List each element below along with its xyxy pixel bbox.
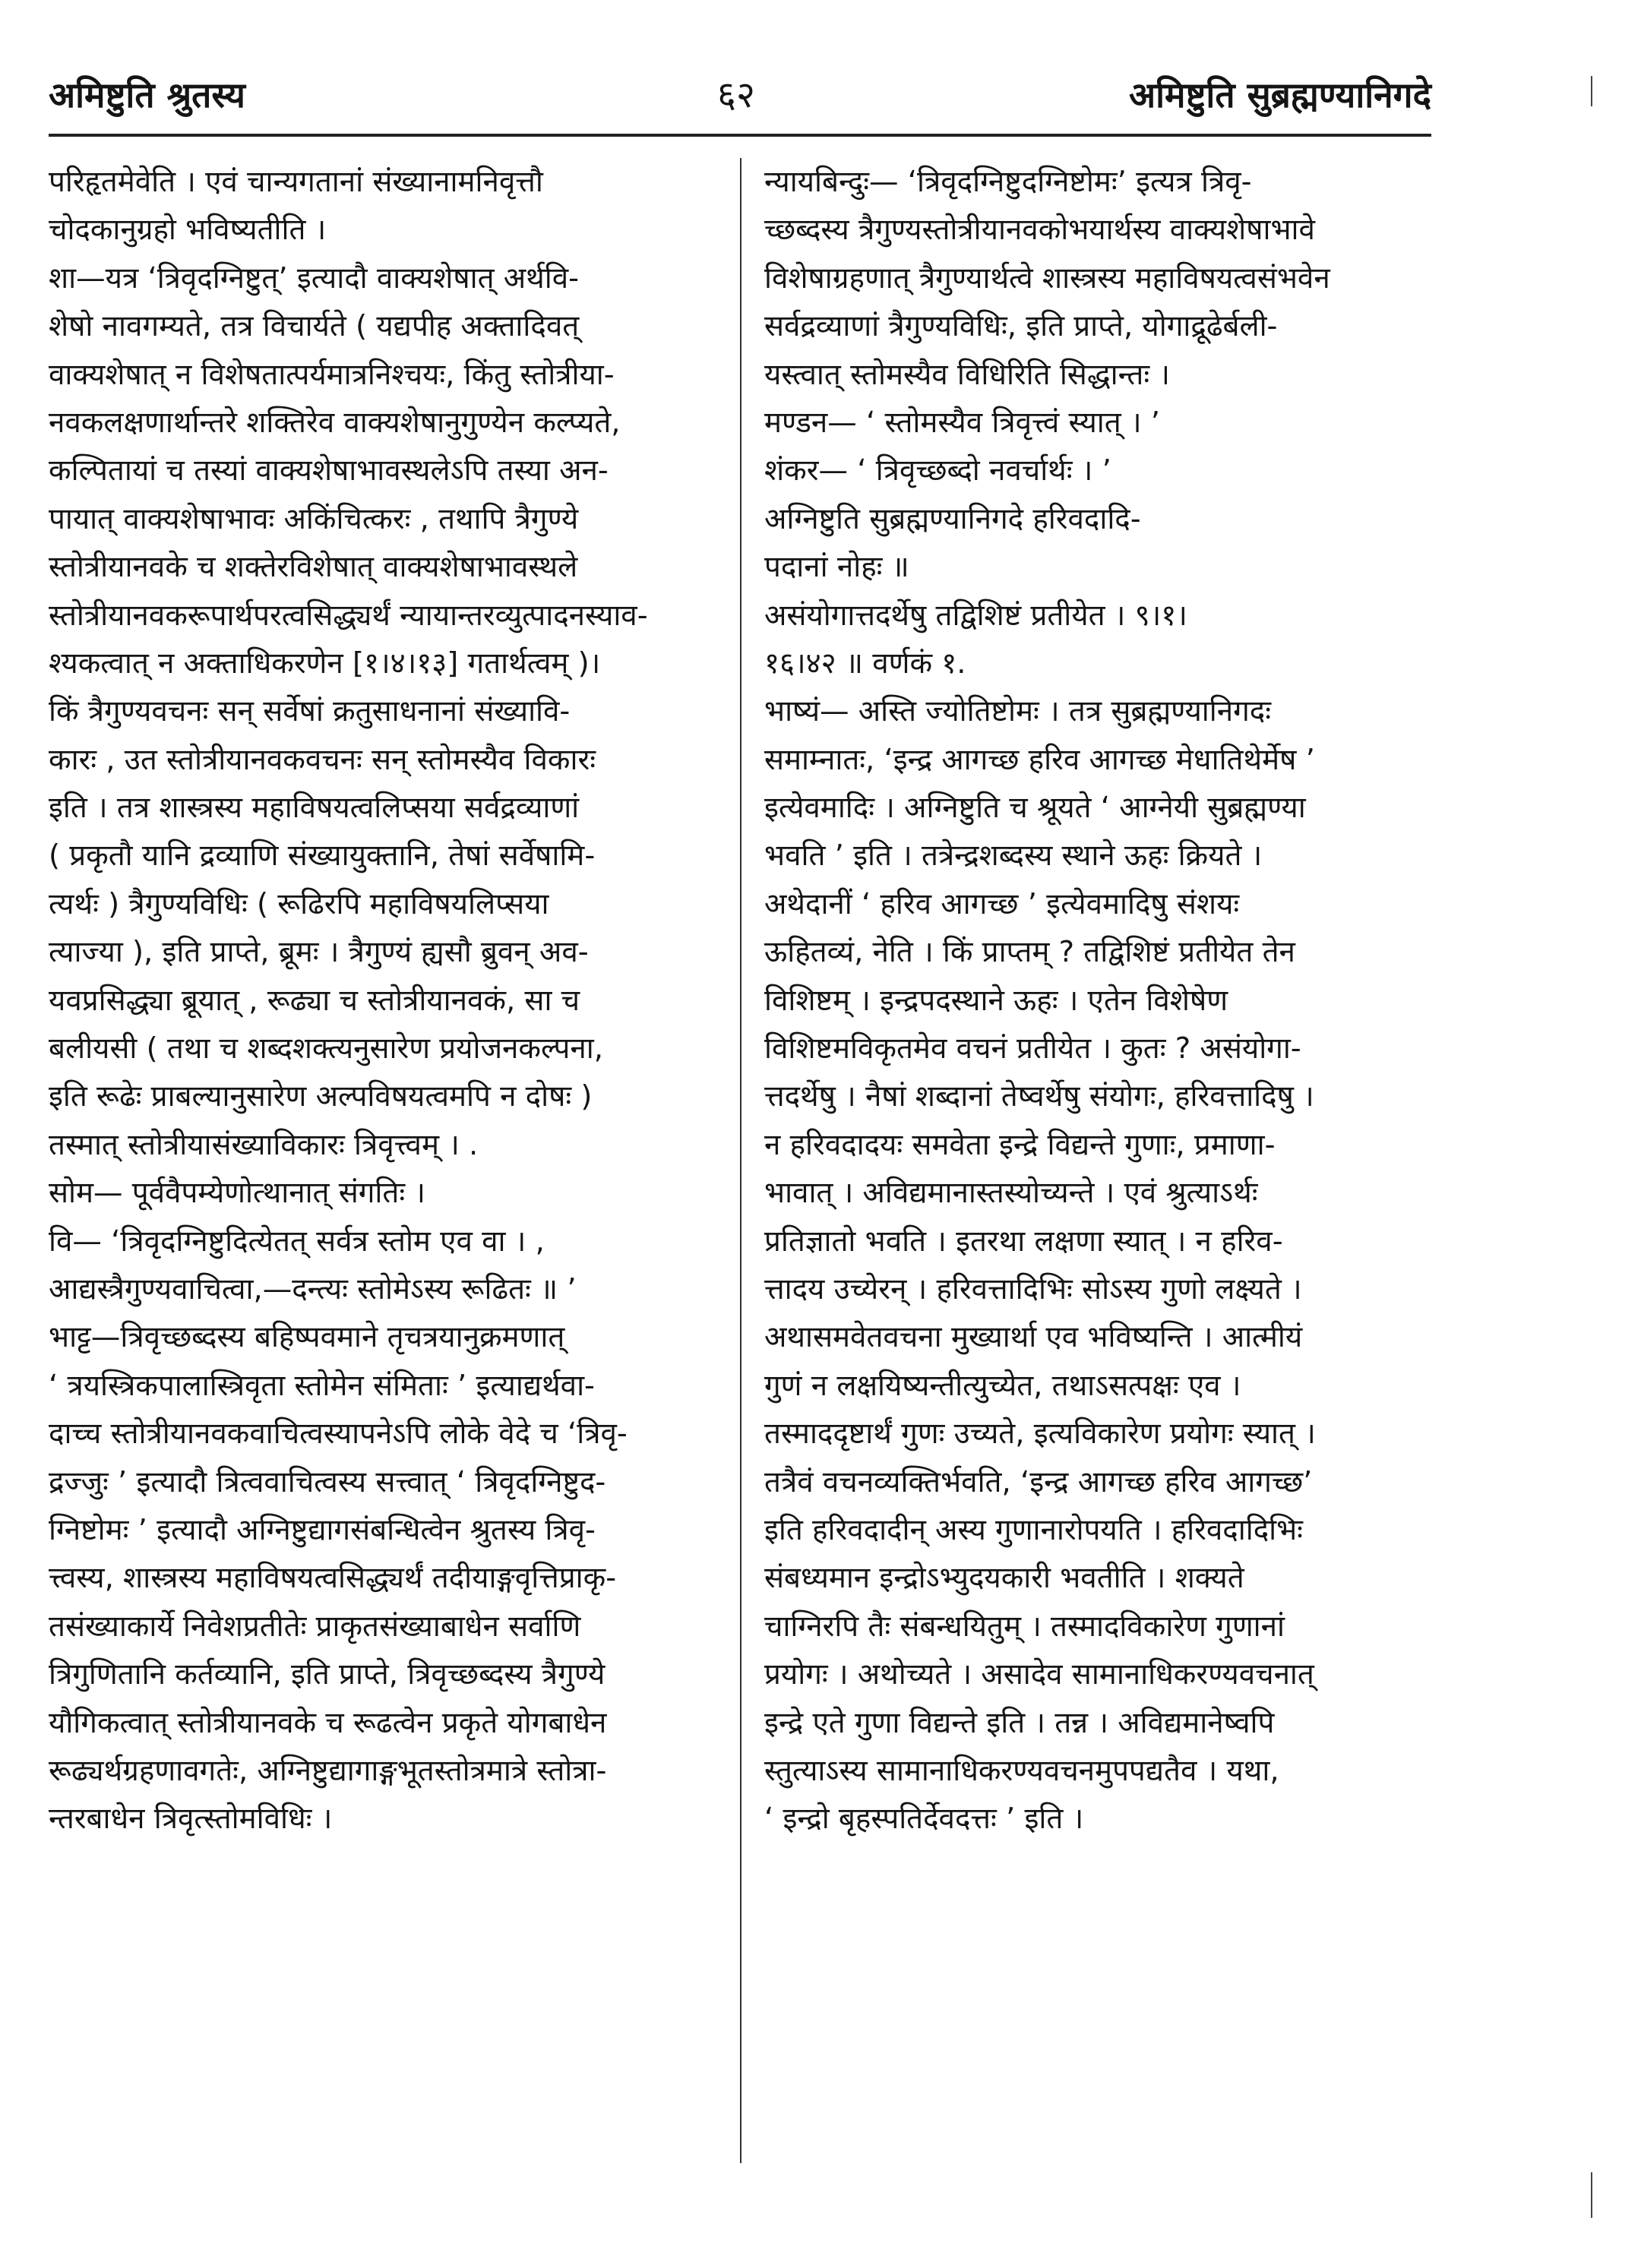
text-line: शा—यत्र ‘त्रिवृदग्निष्टुत्’ इत्यादौ वाक्यशेषात् अर्थवि- [49, 261, 580, 295]
text-line: त्याज्या ), इति प्राप्ते, ब्रूमः । त्रैगुण्यं ह्यसौ ब्रुवन् अव- [49, 935, 589, 970]
text-line: अथासमवेतवचना मुख्यार्था एव भविष्यन्ति । आत्मीयं [764, 1320, 1303, 1355]
text-line: त्त्वस्य, शास्त्रस्य महाविषयत्वसिद्ध्यर्थं तदीयाङ्गवृत्तिप्राकृ- [49, 1561, 617, 1596]
text-line: आद्यस्त्रैगुण्यवाचित्वा,—दन्त्यः स्तोमेऽस्य रूढितः ॥ ’ [49, 1271, 577, 1306]
text-line: यौगिकत्वात् स्तोत्रीयानवके च रूढत्वेन प्रकृते योगबाधेन [49, 1705, 607, 1740]
text-line: वाक्यशेषात् न विशेषतात्पर्यमात्रनिश्चयः, किंतु स्तोत्रीया- [49, 357, 615, 392]
text-line: स्तोत्रीयानवकरूपार्थपरत्वसिद्ध्यर्थं न्यायान्तरव्युत्पादनस्याव- [49, 598, 648, 633]
text-line: ‘ त्रयस्त्रिकपालास्त्रिवृता स्तोमेन संमिताः ’ इत्याद्यर्थवा- [49, 1368, 595, 1403]
text-line: अथेदानीं ‘ हरिव आगच्छ ’ इत्येवमादिषु संशयः [764, 886, 1240, 921]
running-head-left: अमिष्टुति श्रुतस्य [49, 74, 245, 115]
text-line: इति हरिवदादीन् अस्य गुणानारोपयति । हरिवदादिभिः [764, 1512, 1303, 1547]
text-line: चाग्निरपि तैः संबन्धयितुम् । तस्मादविकारेण गुणानां [764, 1609, 1285, 1644]
text-line: तस्मात् स्तोत्रीयासंख्याविकारः त्रिवृत्त्वम् । . [49, 1127, 479, 1162]
text-line: नवकलक्षणार्थान्तरे शक्तिरेव वाक्यशेषानुगुण्येन कल्प्यते, [49, 405, 621, 440]
text-line: परिहृतमेवेति । एवं चान्यगतानां संख्यानामनिवृत्तौ [49, 165, 543, 199]
text-line: द्रज्जुः ’ इत्यादौ त्रित्ववाचित्वस्य सत्त्वात् ‘ त्रिवृदग्निष्टुद- [49, 1464, 606, 1499]
text-line: असंयोगात्तदर्थेषु तद्विशिष्टं प्रतीयेत । ९।१। [764, 598, 1187, 633]
text-line: ( प्रकृतौ यानि द्रव्याणि संख्यायुक्तानि, तेषां सर्वेषामि- [49, 839, 596, 873]
running-head-right: अमिष्टुति सुब्रह्मण्यानिगदे [1129, 74, 1431, 115]
header-rule [49, 134, 1431, 137]
text-line: भवति ’ इति । तत्रेन्द्रशब्दस्य स्थाने ऊहः क्रियते । [764, 839, 1263, 873]
text-line: तसंख्याकार्ये निवेशप्रतीतेः प्राकृतसंख्याबाधेन सर्वाणि [49, 1609, 581, 1644]
text-line: भाष्यं— अस्ति ज्योतिष्टोमः । तत्र सुब्रह्मण्यानिगदः [764, 694, 1271, 729]
text-line: न्तरबाधेन त्रिवृत्स्तोमविधिः । [49, 1802, 333, 1837]
text-line: बलीयसी ( तथा च शब्दशक्त्यनुसारेण प्रयोजनकल्पना, [49, 1031, 603, 1066]
text-line: अग्निष्टुति सुब्रह्मण्यानिगदे हरिवदादि- [764, 501, 1141, 536]
text-line: पायात् वाक्यशेषाभावः अकिंचित्करः , तथापि त्रैगुण्ये [49, 501, 579, 536]
text-line: यस्त्वात् स्तोमस्यैव विधिरिति सिद्धान्तः । [764, 357, 1170, 392]
text-line: भावात् । अविद्यमानास्तस्योच्यन्ते । एवं श्रुत्याऽर्थः [764, 1176, 1258, 1211]
text-line: च्छब्दस्य त्रैगुण्यस्तोत्रीयानवकोभयार्थस्य वाक्यशेषाभावे [764, 213, 1315, 248]
text-line: पदानां नोहः ॥ [764, 550, 909, 585]
text-line: ऊहितव्यं, नेति । किं प्राप्तम् ? तद्विशिष्टं प्रतीयेत तेन [764, 935, 1295, 970]
text-line: इति । तत्र शास्त्रस्य महाविषयत्वलिप्सया सर्वद्रव्याणां [49, 791, 580, 826]
text-line: भाट्ट—त्रिवृच्छब्दस्य बहिष्पवमाने तृचत्रयानुक्रमणात् [49, 1320, 565, 1355]
text-line: इत्येवमादिः । अग्निष्टुति च श्रूयते ‘ आग्नेयी सुब्रह्मण्या [764, 791, 1306, 826]
text-line: १६।४२ ॥ वर्णकं १. [764, 646, 966, 681]
text-line: सर्वद्रव्याणां त्रैगुण्यविधिः, इति प्राप्ते, योगाद्रूढेर्बली- [764, 309, 1278, 344]
left-column [49, 158, 717, 1843]
text-line: शंकर— ‘ त्रिवृच्छब्दो नवर्चार्थः । ’ [764, 453, 1111, 488]
text-line: स्तुत्याऽस्य सामानाधिकरण्यवचनमुपपद्यतैव । यथा, [764, 1753, 1279, 1788]
text-line: ग्निष्टोमः ’ इत्यादौ अग्निष्टुद्यागसंबन्धित्वेन श्रुतस्य त्रिवृ- [49, 1512, 596, 1547]
text-line: प्रयोगः । अथोच्यते । असादेव सामानाधिकरण्यवचनात् [764, 1657, 1314, 1692]
text-line: प्रतिज्ञातो भवति । इतरथा लक्षणा स्यात् । न हरिव- [764, 1224, 1283, 1259]
text-line: रूढ्यर्थग्रहणावगतेः, अग्निष्टुद्यागाङ्गभूतस्तोत्रमात्रे स्तोत्रा- [49, 1753, 607, 1788]
text-line: तस्माददृष्टार्थं गुणः उच्यते, इत्यविकारेण प्रयोगः स्यात् । [764, 1417, 1316, 1451]
text-line: समाम्नातः, ‘इन्द्र आगच्छ हरिव आगच्छ मेधातिथेर्मेष ’ [764, 742, 1315, 777]
text-line: न हरिवदादयः समवेता इन्द्रे विद्यन्ते गुणाः, प्रमाणा- [764, 1127, 1276, 1162]
text-line: यवप्रसिद्ध्या ब्रूयात् , रूढ्या च स्तोत्रीयानवकं, सा च [49, 983, 580, 1018]
text-line: त्रिगुणितानि कर्तव्यानि, इति प्राप्ते, त्रिवृच्छब्दस्य त्रैगुण्ये [49, 1657, 605, 1692]
right-column [764, 158, 1433, 1843]
text-line: कल्पितायां च तस्यां वाक्यशेषाभावस्थलेऽपि तस्या अन- [49, 453, 609, 488]
text-line: सोम— पूर्ववैपम्येणोत्थानात् संगतिः । [49, 1176, 425, 1211]
text-line: वि— ‘त्रिवृदग्निष्टुदित्येतत् सर्वत्र स्तोम एव वा । , [49, 1224, 545, 1259]
text-line: किं त्रैगुण्यवचनः सन् सर्वेषां क्रतुसाधनानां संख्यावि- [49, 694, 571, 729]
text-line: तत्रैवं वचनव्यक्तिर्भवति, ‘इन्द्र आगच्छ हरिव आगच्छ’ [764, 1464, 1313, 1499]
text-line: गुणं न लक्षयिष्यन्तीत्युच्येत, तथाऽसत्पक्षः एव । [764, 1368, 1241, 1403]
text-line: न्यायबिन्दुः— ‘त्रिवृदग्निष्टुदग्निष्टोमः’ इत्यत्र त्रिवृ- [764, 165, 1252, 199]
text-line: इति रूढेः प्राबल्यानुसारेण अल्पविषयत्वमपि न दोषः ) [49, 1079, 593, 1114]
margin-scan-marks [1588, 46, 1595, 2233]
text-line: श्यकत्वात् न अक्ताधिकरणेन [१।४।१३] गतार्थत्वम् )। [49, 646, 601, 681]
text-line: दाच्च स्तोत्रीयानवकवाचित्वस्यापनेऽपि लोके वेदे च ‘त्रिवृ- [49, 1417, 628, 1451]
text-line: त्तादय उच्येरन् । हरिवत्तादिभिः सोऽस्य गुणो लक्ष्यते । [764, 1271, 1302, 1306]
running-head [49, 68, 1431, 122]
text-line: त्यर्थः ) त्रैगुण्यविधिः ( रूढिरपि महाविषयलिप्सया [49, 886, 549, 921]
text-line: विशिष्टमविकृतमेव वचनं प्रतीयेत । कुतः ? असंयोगा- [764, 1031, 1301, 1066]
text-line: चोदकानुग्रहो भविष्यतीति । [49, 213, 327, 248]
text-line: त्तदर्थेषु । नैषां शब्दानां तेष्वर्थेषु संयोगः, हरिवत्तादिषु । [764, 1079, 1314, 1114]
column-divider [740, 158, 741, 2163]
text-line: शेषो नावगम्यते, तत्र विचार्यते ( यद्यपीह अक्तादिवत् [49, 309, 580, 344]
text-line: स्तोत्रीयानवके च शक्तेरविशेषात् वाक्यशेषाभावस्थले [49, 550, 578, 585]
text-line: मण्डन— ‘ स्तोमस्यैव त्रिवृत्त्वं स्यात् । ’ [764, 405, 1161, 440]
text-line: विशिष्टम् । इन्द्रपदस्थाने ऊहः । एतेन विशेषेण [764, 983, 1228, 1018]
page-number: ६२ [717, 74, 755, 116]
text-line: विशेषाग्रहणात् त्रैगुण्यार्थत्वे शास्त्रस्य महाविषयत्वसंभवेन [764, 261, 1330, 295]
text-line: कारः , उत स्तोत्रीयानवकवचनः सन् स्तोमस्यैव विकारः [49, 742, 596, 777]
text-line: ‘ इन्द्रो बृहस्पतिर्देवदत्तः ’ इति । [764, 1802, 1084, 1837]
text-line: संबध्यमान इन्द्रोऽभ्युदयकारी भवतीति । शक्यते [764, 1561, 1244, 1596]
text-line: इन्द्रे एते गुणा विद्यन्ते इति । तन्न । अविद्यमानेष्वपि [764, 1705, 1275, 1740]
